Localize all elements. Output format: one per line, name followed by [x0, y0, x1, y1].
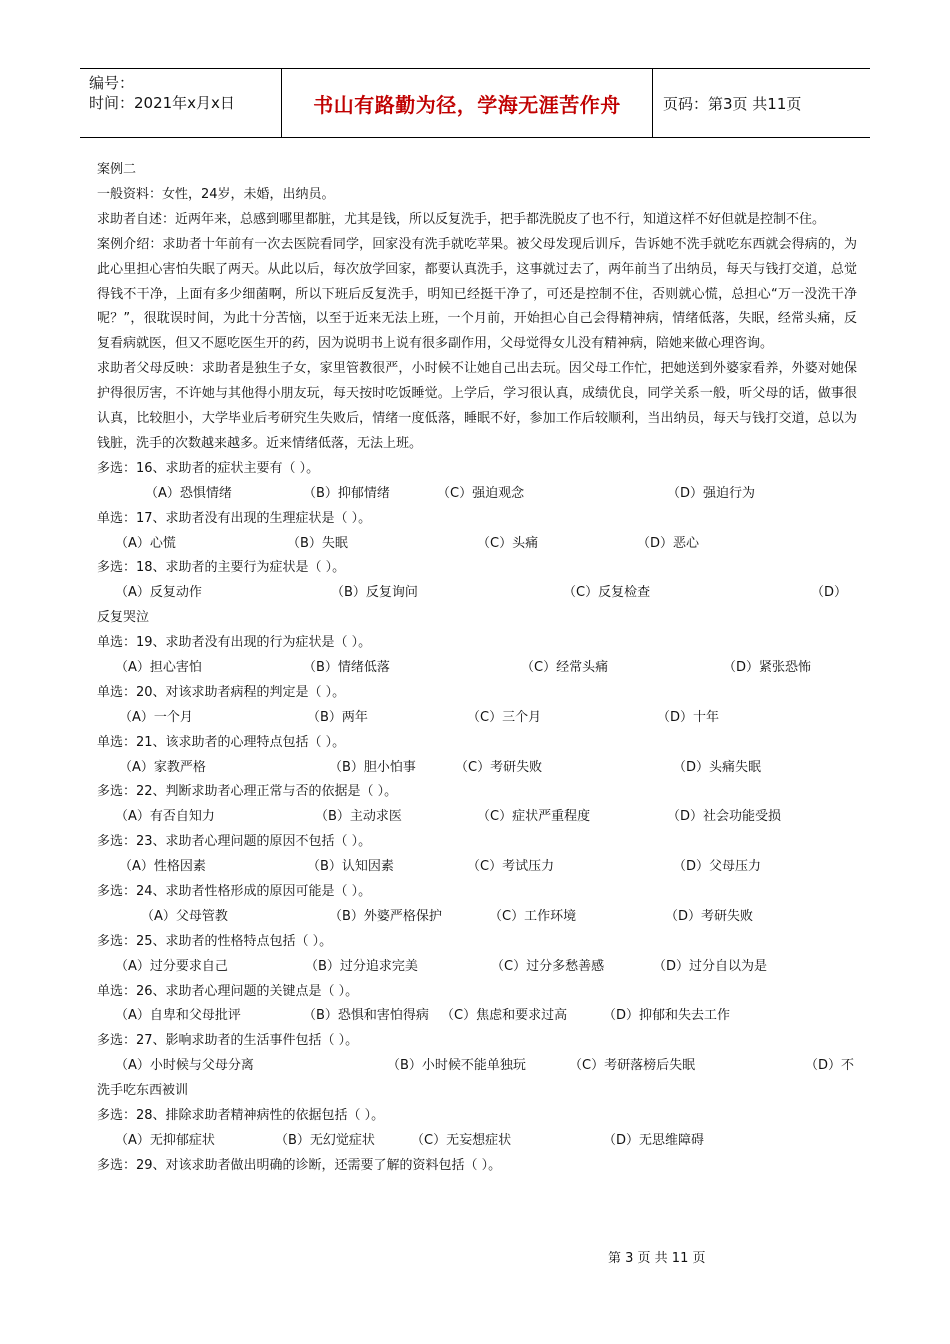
- answer-option: （C）工作环境: [489, 908, 577, 924]
- option-row: [97, 855, 857, 880]
- answer-option: （D）紧张恐怖: [723, 660, 812, 675]
- question-stem: 多选：24、求助者性格形成的原因可能是（ ）。: [97, 884, 372, 900]
- answer-option: （B）两年: [307, 709, 368, 725]
- answer-option: （C）强迫观念: [437, 485, 525, 501]
- answer-option: （D）考研失败: [665, 908, 754, 924]
- answer-option: （D）抑郁和失去工作: [603, 1008, 731, 1024]
- option-row: [97, 656, 857, 681]
- answer-option: （C）焦虑和要求过高: [441, 1008, 568, 1024]
- answer-option: （C）考研落榜后失眠: [569, 1058, 696, 1074]
- option-row: [97, 482, 857, 507]
- parents-report: 求助者父母反映：求助者是独生子女，家里管教很严，小时候不让她自己出去玩。因父母工作忙，把她送到外婆家看养，外婆对她保护得很厉害，不许她与其他得小朋友玩，每天按时吃饭睡觉。上学后，学习很认真，成绩优良，同学关系一般，听父母的话，做事很认真，比较胆小，大学毕业后考研究生失败后，情绪一度低落，睡眠不好，参加工作后较顺利，当出纳员，每天与钱打交道，总以为钱脏，洗手的次数越来越多。近来情绪低落，无法上班。: [97, 361, 857, 451]
- option-row: [97, 905, 857, 930]
- answer-option: （B）失眠: [287, 535, 348, 551]
- option-row: [97, 756, 857, 781]
- option-row: [97, 1129, 857, 1154]
- question-stem: 多选：28、排除求助者精神病性的依据包括（ ）。: [97, 1108, 385, 1124]
- question-list: [97, 457, 857, 1179]
- answer-option: （A）一个月: [119, 709, 193, 725]
- question-stem: 多选：25、求助者的性格特点包括（ ）。: [97, 933, 333, 949]
- answer-option: （D）头痛失眠: [673, 759, 762, 775]
- answer-option: （A）自卑和父母批评: [115, 1008, 241, 1024]
- option-continuation: 洗手吃东西被训: [97, 1083, 189, 1099]
- document-body: [97, 158, 857, 1179]
- answer-option: （A）心慌: [115, 535, 176, 551]
- answer-option: （B）恐惧和害怕得病: [303, 1008, 429, 1024]
- option-row: [97, 1004, 857, 1029]
- answer-option: （B）小时候不能单独玩: [387, 1058, 526, 1074]
- footer-page-number: 第 3 页 共 11 页: [608, 1251, 706, 1266]
- answer-option: （C）头痛: [477, 535, 539, 551]
- answer-option: （A）性格因素: [119, 859, 206, 875]
- answer-option: （A）家教严格: [119, 759, 206, 775]
- answer-option: （D）恶心: [637, 535, 700, 551]
- option-row: [97, 706, 857, 731]
- answer-option: （C）考研失败: [455, 759, 543, 775]
- question-stem: 多选：22、判断求助者心理正常与否的依据是（ ）。: [97, 784, 398, 800]
- case-title: 案例二: [97, 162, 137, 177]
- document-number-label: 编号：: [89, 74, 135, 92]
- header-right-cell: [653, 69, 870, 137]
- answer-option: （C）过分多愁善感: [491, 958, 605, 974]
- answer-option: （A）担心害怕: [115, 660, 202, 675]
- answer-option: （A）有否自知力: [115, 809, 215, 825]
- header-motto: 书山有路勤为径，学海无涯苦作舟: [313, 93, 621, 117]
- answer-option: （B）主动求医: [315, 809, 402, 825]
- answer-option: （A）过分要求自己: [115, 958, 228, 974]
- answer-option: （D）父母压力: [673, 859, 762, 875]
- question-stem: 单选：21、该求助者的心理特点包括（ ）。: [97, 734, 346, 750]
- document-date: 时间：2021年x月x日: [89, 94, 235, 112]
- option-continuation: 反复哭泣: [97, 610, 150, 626]
- option-row: [97, 1054, 857, 1079]
- answer-option: （A）反复动作: [115, 585, 202, 601]
- answer-option: （A）父母管教: [141, 908, 228, 924]
- answer-option: （B）情绪低落: [303, 660, 390, 675]
- page-code: 页码：第3页 共11页: [663, 95, 802, 113]
- answer-option: （D）社会功能受损: [667, 809, 782, 825]
- option-row: [97, 805, 857, 830]
- question-stem: 单选：26、求助者心理问题的关键点是（ ）。: [97, 983, 359, 999]
- question-stem: 多选：23、求助者心理问题的原因不包括（ ）。: [97, 834, 372, 850]
- question-stem: 多选：29、对该求助者做出明确的诊断，还需要了解的资料包括（ ）。: [97, 1157, 502, 1173]
- answer-option: （C）反复检查: [563, 585, 651, 601]
- question-stem: 单选：17、求助者没有出现的生理症状是（ ）。: [97, 510, 372, 526]
- answer-option: （C）三个月: [467, 709, 542, 725]
- answer-option: （C）经常头痛: [521, 660, 609, 675]
- question-stem: 多选：16、求助者的症状主要有（ ）。: [97, 460, 320, 476]
- answer-option: （B）无幻觉症状: [275, 1132, 375, 1148]
- option-row: [97, 532, 857, 557]
- answer-option: （C）无妄想症状: [411, 1132, 512, 1148]
- answer-option: （C）考试压力: [467, 859, 555, 875]
- header-middle-cell: [282, 69, 653, 137]
- answer-option: （A）无抑郁症状: [115, 1132, 215, 1148]
- answer-option: （B）认知因素: [307, 859, 394, 875]
- answer-option: （D）无思维障碍: [603, 1132, 705, 1148]
- self-report: 求助者自述：近两年来，总感到哪里都脏，尤其是钱，所以反复洗手，把手都洗脱皮了也不行，知道这样不好但就是控制不住。: [97, 211, 826, 227]
- question-stem: 多选：18、求助者的主要行为症状是（ ）。: [97, 560, 346, 576]
- answer-option: （C）症状严重程度: [477, 809, 591, 825]
- option-row: [97, 955, 857, 980]
- answer-option: （A）恐惧情绪: [145, 485, 232, 501]
- answer-option: （B）外婆严格保护: [329, 908, 442, 924]
- answer-option: （B）抑郁情绪: [303, 485, 390, 501]
- answer-option: （B）反复询问: [331, 585, 418, 601]
- answer-option: （D）: [811, 585, 848, 601]
- general-info: 一般资料：女性，24岁，未婚，出纳员。: [97, 186, 335, 202]
- answer-option: （D）过分自以为是: [653, 958, 768, 974]
- question-stem: 单选：20、对该求助者病程的判定是（ ）。: [97, 684, 346, 700]
- answer-option: （D）十年: [657, 709, 720, 725]
- answer-option: （A）小时候与父母分离: [115, 1058, 254, 1074]
- case-introduction: 案例介绍：求助者十年前有一次去医院看同学，回家没有洗手就吃苹果。被父母发现后训斥，告诉她不洗手就吃东西就会得病的，为此心里担心害怕失眠了两天。从此以后，每次放学回家，都要认真洗手，这事就过去了，两年前当了出纳员，每天与钱打交道，总觉得钱不干净，上面有多少细菌啊，所以下班后反复洗手，明知已经挺干净了，可还是控制不住，否则就心慌，总担心“万一没洗干净呢？”，很耽误时间，为此十分苦恼，以至于近来无法上班，一个月前，开始担心自己会得精神病，情绪低落，失眠，经常头痛，反复看病就医，但又不愿吃医生开的药，因为说明书上说有很多副作用，父母觉得女儿没有精神病，陪她来做心理咨询。: [97, 236, 857, 352]
- question-stem: 多选：27、影响求助者的生活事件包括（ ）。: [97, 1033, 359, 1049]
- answer-option: （D）不: [805, 1058, 855, 1074]
- answer-option: （B）过分追求完美: [305, 958, 418, 974]
- question-stem: 单选：19、求助者没有出现的行为症状是（ ）。: [97, 635, 372, 651]
- option-row: [97, 581, 857, 606]
- header-table: [80, 68, 870, 138]
- answer-option: （B）胆小怕事: [329, 759, 416, 775]
- header-left-cell: [80, 69, 282, 137]
- answer-option: （D）强迫行为: [667, 485, 756, 501]
